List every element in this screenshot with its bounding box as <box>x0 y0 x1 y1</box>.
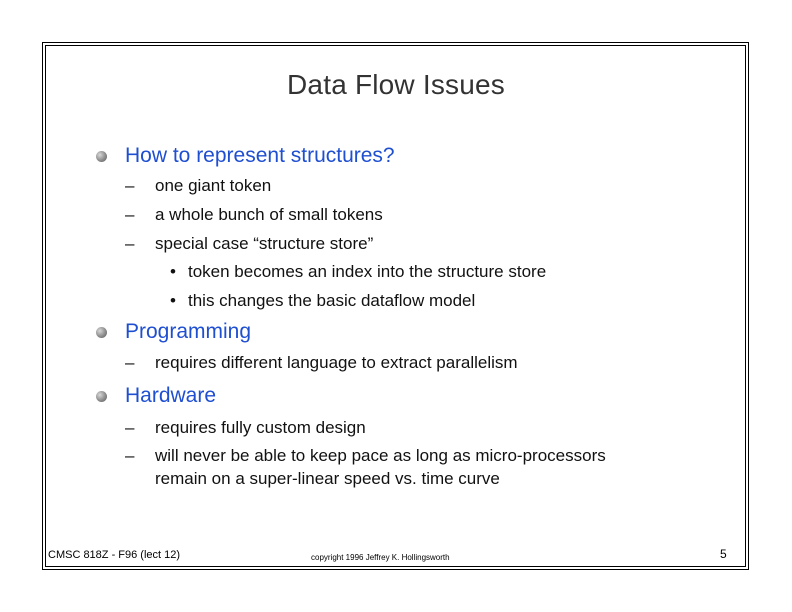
sub-bullet-text: requires different language to extract parallelism <box>155 353 518 372</box>
bullet-hardware <box>96 384 216 408</box>
dash-marker: – <box>125 418 135 437</box>
sub-bullet <box>125 234 373 254</box>
sub-bullet <box>125 176 271 196</box>
sub-bullet-text: one giant token <box>155 176 272 195</box>
footer-copyright: copyright 1996 Jeffrey K. Hollingsworth <box>311 553 450 562</box>
page-number: 5 <box>720 547 727 561</box>
sphere-bullet-icon <box>96 151 107 162</box>
sub-bullet-text: a whole bunch of small tokens <box>155 205 383 224</box>
sub-sub-bullet-text: this changes the basic dataflow model <box>188 291 476 310</box>
dash-marker: – <box>125 353 135 372</box>
sub-bullet-text: will never be able to keep pace as long as micro-processors <box>155 446 606 465</box>
sub-sub-bullet <box>170 291 475 311</box>
sub-bullet-text: special case “structure store” <box>155 234 374 253</box>
sub-bullet-text: remain on a super-linear speed vs. time curve <box>155 469 500 488</box>
sphere-bullet-icon <box>96 391 107 402</box>
dash-marker: – <box>125 205 135 224</box>
sub-bullet <box>125 418 366 438</box>
bullet-dot: • <box>170 291 176 310</box>
bullet-heading: Programming <box>125 320 252 343</box>
dash-marker: – <box>125 176 135 195</box>
sub-bullet <box>125 353 518 373</box>
bullet-dot: • <box>170 262 176 281</box>
sub-sub-bullet-text: token becomes an index into the structure store <box>188 262 547 281</box>
footer-course: CMSC 818Z - F96 (lect 12) <box>48 549 181 561</box>
sub-bullet <box>125 446 606 466</box>
sub-sub-bullet <box>170 262 546 282</box>
bullet-programming <box>96 320 251 344</box>
slide-title: Data Flow Issues <box>287 69 505 100</box>
sub-bullet-text: requires fully custom design <box>155 418 366 437</box>
bullet-heading: Hardware <box>125 384 217 407</box>
sub-bullet <box>125 205 383 225</box>
sub-bullet-continuation <box>125 469 500 489</box>
dash-marker: – <box>125 446 135 465</box>
dash-marker: – <box>125 234 135 253</box>
bullet-heading: How to represent structures? <box>125 144 395 167</box>
sphere-bullet-icon <box>96 327 107 338</box>
bullet-structures <box>96 144 395 168</box>
